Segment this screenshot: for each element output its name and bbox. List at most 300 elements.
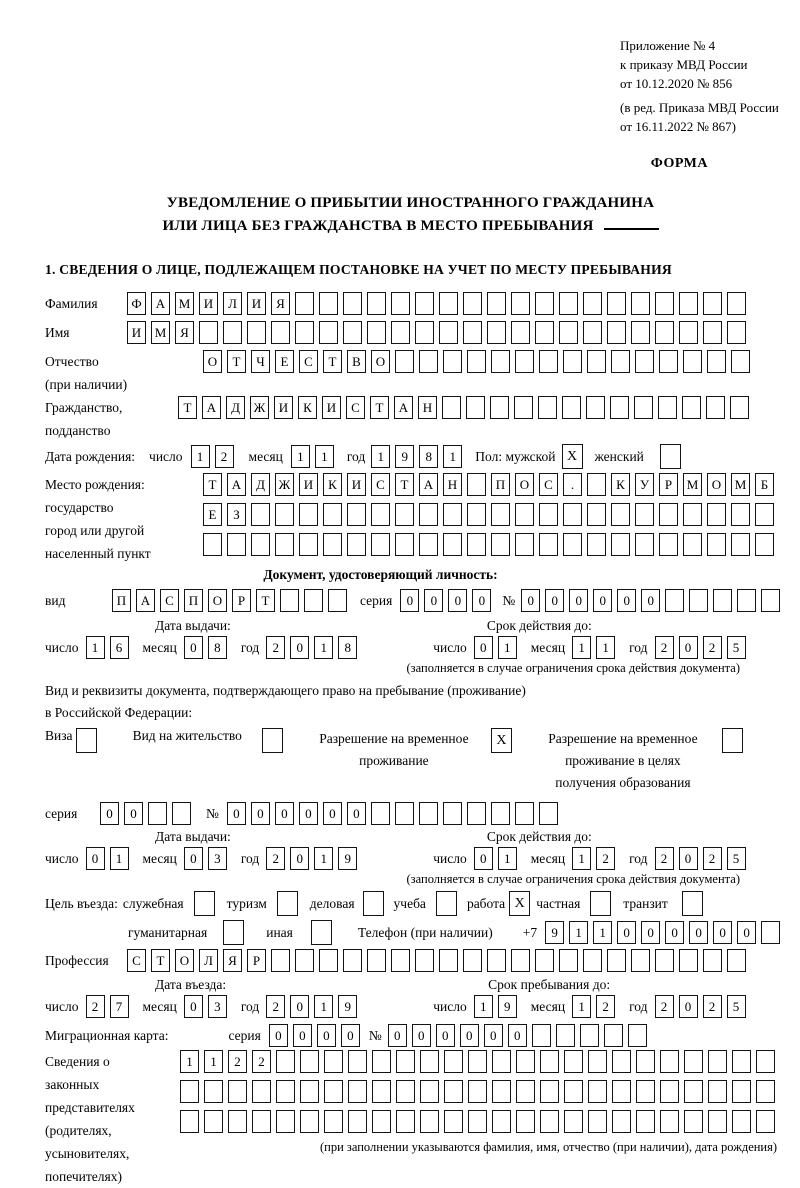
char-cell[interactable]: П [112,589,131,612]
char-cell[interactable] [419,533,438,556]
char-cell[interactable] [271,321,290,344]
char-cell[interactable] [756,1110,775,1133]
char-cell[interactable] [395,350,414,373]
char-cell[interactable] [588,1080,607,1103]
char-cell[interactable]: 0 [299,802,318,825]
char-cell[interactable] [588,1110,607,1133]
char-cell[interactable]: 1 [314,995,333,1018]
char-cell[interactable] [635,533,654,556]
char-cell[interactable] [707,533,726,556]
char-cell[interactable] [442,396,461,419]
char-cell[interactable] [395,802,414,825]
char-cell[interactable]: 1 [191,445,210,468]
char-cell[interactable] [756,1050,775,1073]
char-cell[interactable]: 0 [184,636,203,659]
char-cell[interactable] [468,1110,487,1133]
char-cell[interactable] [324,1110,343,1133]
char-cell[interactable]: 0 [275,802,294,825]
char-cell[interactable] [304,589,323,612]
char-cell[interactable] [612,1050,631,1073]
char-cell[interactable]: 8 [419,445,438,468]
char-cell[interactable] [535,321,554,344]
char-cell[interactable]: М [175,292,194,315]
char-cell[interactable] [679,949,698,972]
char-cell[interactable] [391,292,410,315]
char-cell[interactable]: 1 [572,847,591,870]
char-cell[interactable]: 0 [412,1024,431,1047]
char-cell[interactable] [444,1050,463,1073]
char-cell[interactable] [755,503,774,526]
char-cell[interactable]: 0 [545,589,564,612]
char-cell[interactable] [539,503,558,526]
char-cell[interactable] [515,533,534,556]
char-cell[interactable]: М [683,473,702,496]
char-cell[interactable] [319,949,338,972]
char-cell[interactable] [612,1080,631,1103]
char-cell[interactable] [730,396,749,419]
char-cell[interactable] [727,292,746,315]
char-cell[interactable] [443,802,462,825]
char-cell[interactable] [563,503,582,526]
char-cell[interactable] [588,1050,607,1073]
char-cell[interactable] [251,533,270,556]
char-cell[interactable]: Д [226,396,245,419]
char-cell[interactable] [466,396,485,419]
char-cell[interactable] [348,1080,367,1103]
purpose-work-checkbox[interactable]: X [509,891,530,916]
char-cell[interactable]: 0 [323,802,342,825]
char-cell[interactable] [679,321,698,344]
char-cell[interactable] [587,473,606,496]
char-cell[interactable] [587,533,606,556]
char-cell[interactable] [515,503,534,526]
char-cell[interactable] [491,802,510,825]
char-cell[interactable] [300,1080,319,1103]
char-cell[interactable]: К [611,473,630,496]
char-cell[interactable]: 1 [371,445,390,468]
char-cell[interactable]: Н [443,473,462,496]
char-cell[interactable]: И [199,292,218,315]
char-cell[interactable] [586,396,605,419]
char-cell[interactable]: И [247,292,266,315]
char-cell[interactable]: Л [199,949,218,972]
char-cell[interactable] [491,503,510,526]
char-cell[interactable] [684,1080,703,1103]
char-cell[interactable]: 1 [315,445,334,468]
char-cell[interactable] [635,503,654,526]
char-cell[interactable]: 1 [180,1050,199,1073]
char-cell[interactable]: О [203,350,222,373]
char-cell[interactable] [300,1110,319,1133]
char-cell[interactable] [683,503,702,526]
purpose-official-checkbox[interactable] [194,891,215,916]
char-cell[interactable] [419,350,438,373]
char-cell[interactable]: Я [175,321,194,344]
char-cell[interactable] [347,503,366,526]
char-cell[interactable]: 0 [641,589,660,612]
sex-male-checkbox[interactable]: X [562,444,583,469]
char-cell[interactable] [564,1080,583,1103]
char-cell[interactable]: Н [418,396,437,419]
char-cell[interactable] [463,321,482,344]
char-cell[interactable]: 0 [689,921,708,944]
char-cell[interactable] [708,1080,727,1103]
char-cell[interactable] [343,949,362,972]
char-cell[interactable] [391,949,410,972]
sex-female-checkbox[interactable] [660,444,681,469]
purpose-study-checkbox[interactable] [436,891,457,916]
char-cell[interactable] [228,1110,247,1133]
char-cell[interactable] [732,1080,751,1103]
char-cell[interactable] [367,292,386,315]
char-cell[interactable] [707,350,726,373]
char-cell[interactable] [439,949,458,972]
char-cell[interactable] [463,292,482,315]
char-cell[interactable] [580,1024,599,1047]
char-cell[interactable]: 2 [252,1050,271,1073]
char-cell[interactable] [295,292,314,315]
char-cell[interactable] [556,1024,575,1047]
temp-permit-checkbox[interactable]: X [491,728,512,753]
char-cell[interactable]: О [175,949,194,972]
char-cell[interactable]: В [347,350,366,373]
char-cell[interactable] [659,533,678,556]
char-cell[interactable] [371,802,390,825]
char-cell[interactable] [227,533,246,556]
char-cell[interactable] [280,589,299,612]
char-cell[interactable]: 1 [474,995,493,1018]
char-cell[interactable]: О [208,589,227,612]
char-cell[interactable]: 0 [713,921,732,944]
char-cell[interactable] [419,802,438,825]
char-cell[interactable] [300,1050,319,1073]
char-cell[interactable]: 1 [86,636,105,659]
char-cell[interactable] [467,350,486,373]
char-cell[interactable] [148,802,167,825]
char-cell[interactable] [491,533,510,556]
char-cell[interactable]: 0 [436,1024,455,1047]
char-cell[interactable]: 1 [572,995,591,1018]
char-cell[interactable] [660,1110,679,1133]
char-cell[interactable]: А [136,589,155,612]
char-cell[interactable]: 0 [290,636,309,659]
char-cell[interactable]: А [151,292,170,315]
char-cell[interactable] [463,949,482,972]
purpose-private-checkbox[interactable] [590,891,611,916]
char-cell[interactable] [299,533,318,556]
char-cell[interactable] [487,321,506,344]
char-cell[interactable] [516,1110,535,1133]
char-cell[interactable]: 0 [474,847,493,870]
char-cell[interactable]: 5 [727,636,746,659]
char-cell[interactable] [532,1024,551,1047]
char-cell[interactable]: 0 [290,995,309,1018]
char-cell[interactable] [223,321,242,344]
char-cell[interactable]: Е [203,503,222,526]
char-cell[interactable]: М [151,321,170,344]
title-blank-line[interactable] [604,228,659,230]
char-cell[interactable] [587,503,606,526]
char-cell[interactable] [731,503,750,526]
char-cell[interactable] [319,321,338,344]
char-cell[interactable]: 0 [641,921,660,944]
char-cell[interactable]: 0 [521,589,540,612]
char-cell[interactable] [204,1110,223,1133]
char-cell[interactable] [583,949,602,972]
char-cell[interactable]: 1 [498,636,517,659]
char-cell[interactable] [395,533,414,556]
char-cell[interactable] [491,350,510,373]
char-cell[interactable] [535,949,554,972]
char-cell[interactable] [487,292,506,315]
char-cell[interactable] [443,350,462,373]
char-cell[interactable] [761,921,780,944]
char-cell[interactable]: А [419,473,438,496]
char-cell[interactable]: 6 [110,636,129,659]
char-cell[interactable] [559,949,578,972]
char-cell[interactable] [708,1110,727,1133]
char-cell[interactable]: 0 [617,589,636,612]
char-cell[interactable]: 0 [293,1024,312,1047]
char-cell[interactable]: Ч [251,350,270,373]
char-cell[interactable]: Б [755,473,774,496]
char-cell[interactable]: Т [178,396,197,419]
char-cell[interactable] [515,802,534,825]
char-cell[interactable]: 2 [266,636,285,659]
char-cell[interactable]: 0 [474,636,493,659]
char-cell[interactable]: С [539,473,558,496]
char-cell[interactable]: 2 [703,995,722,1018]
char-cell[interactable] [492,1080,511,1103]
char-cell[interactable] [415,949,434,972]
char-cell[interactable]: 0 [388,1024,407,1047]
char-cell[interactable]: Ж [275,473,294,496]
char-cell[interactable] [444,1080,463,1103]
char-cell[interactable] [276,1050,295,1073]
char-cell[interactable] [659,350,678,373]
char-cell[interactable]: 1 [596,636,615,659]
char-cell[interactable] [563,350,582,373]
char-cell[interactable]: 0 [508,1024,527,1047]
char-cell[interactable]: 1 [572,636,591,659]
char-cell[interactable]: Р [232,589,251,612]
char-cell[interactable] [658,396,677,419]
char-cell[interactable]: 0 [124,802,143,825]
char-cell[interactable] [564,1110,583,1133]
char-cell[interactable] [631,321,650,344]
char-cell[interactable]: 2 [655,847,674,870]
char-cell[interactable]: 2 [655,636,674,659]
char-cell[interactable]: 2 [86,995,105,1018]
char-cell[interactable]: Я [271,292,290,315]
char-cell[interactable]: И [274,396,293,419]
char-cell[interactable]: 1 [314,636,333,659]
char-cell[interactable]: З [227,503,246,526]
char-cell[interactable] [467,473,486,496]
char-cell[interactable]: 0 [290,847,309,870]
char-cell[interactable]: О [371,350,390,373]
char-cell[interactable]: 0 [269,1024,288,1047]
char-cell[interactable] [396,1050,415,1073]
char-cell[interactable]: 2 [655,995,674,1018]
char-cell[interactable]: 2 [266,847,285,870]
char-cell[interactable] [467,802,486,825]
char-cell[interactable] [583,321,602,344]
char-cell[interactable] [347,533,366,556]
temp-permit-edu-checkbox[interactable] [722,728,743,753]
char-cell[interactable] [655,292,674,315]
char-cell[interactable]: С [160,589,179,612]
purpose-tourism-checkbox[interactable] [277,891,298,916]
char-cell[interactable] [683,350,702,373]
char-cell[interactable] [659,503,678,526]
char-cell[interactable] [679,292,698,315]
char-cell[interactable] [636,1110,655,1133]
char-cell[interactable]: 1 [443,445,462,468]
char-cell[interactable]: 0 [472,589,491,612]
char-cell[interactable] [420,1080,439,1103]
char-cell[interactable] [732,1050,751,1073]
char-cell[interactable] [703,321,722,344]
char-cell[interactable]: 0 [593,589,612,612]
char-cell[interactable] [539,350,558,373]
char-cell[interactable] [635,350,654,373]
char-cell[interactable]: Т [203,473,222,496]
char-cell[interactable]: Т [323,350,342,373]
char-cell[interactable]: П [184,589,203,612]
char-cell[interactable]: 0 [460,1024,479,1047]
char-cell[interactable] [610,396,629,419]
char-cell[interactable]: 1 [291,445,310,468]
char-cell[interactable]: 0 [86,847,105,870]
char-cell[interactable] [396,1110,415,1133]
char-cell[interactable] [611,533,630,556]
char-cell[interactable] [324,1050,343,1073]
char-cell[interactable]: О [707,473,726,496]
char-cell[interactable] [468,1080,487,1103]
char-cell[interactable] [252,1110,271,1133]
char-cell[interactable] [755,533,774,556]
char-cell[interactable] [443,533,462,556]
char-cell[interactable] [515,350,534,373]
char-cell[interactable] [348,1050,367,1073]
char-cell[interactable]: 0 [679,847,698,870]
char-cell[interactable] [737,589,756,612]
char-cell[interactable]: Л [223,292,242,315]
char-cell[interactable]: 1 [498,847,517,870]
char-cell[interactable]: 0 [251,802,270,825]
char-cell[interactable] [180,1110,199,1133]
residence-permit-checkbox[interactable] [262,728,283,753]
char-cell[interactable] [275,533,294,556]
char-cell[interactable] [343,321,362,344]
char-cell[interactable] [295,949,314,972]
char-cell[interactable]: 0 [184,995,203,1018]
char-cell[interactable] [323,533,342,556]
char-cell[interactable] [252,1080,271,1103]
char-cell[interactable] [395,503,414,526]
purpose-humanitarian-checkbox[interactable] [223,920,244,945]
char-cell[interactable] [180,1080,199,1103]
char-cell[interactable]: 9 [395,445,414,468]
char-cell[interactable] [540,1080,559,1103]
char-cell[interactable] [539,533,558,556]
char-cell[interactable] [203,533,222,556]
char-cell[interactable]: 0 [227,802,246,825]
char-cell[interactable]: 2 [703,636,722,659]
char-cell[interactable] [562,396,581,419]
char-cell[interactable] [419,503,438,526]
char-cell[interactable] [563,533,582,556]
char-cell[interactable] [371,503,390,526]
char-cell[interactable]: С [346,396,365,419]
char-cell[interactable] [172,802,191,825]
char-cell[interactable]: 0 [100,802,119,825]
char-cell[interactable] [727,321,746,344]
char-cell[interactable] [628,1024,647,1047]
char-cell[interactable]: С [299,350,318,373]
char-cell[interactable] [732,1110,751,1133]
char-cell[interactable]: 1 [110,847,129,870]
char-cell[interactable] [682,396,701,419]
char-cell[interactable]: И [347,473,366,496]
char-cell[interactable]: М [731,473,750,496]
char-cell[interactable]: 0 [679,636,698,659]
char-cell[interactable]: 7 [110,995,129,1018]
char-cell[interactable] [611,503,630,526]
char-cell[interactable]: 2 [596,847,615,870]
char-cell[interactable] [516,1050,535,1073]
char-cell[interactable]: 0 [317,1024,336,1047]
char-cell[interactable] [684,1050,703,1073]
char-cell[interactable]: 9 [498,995,517,1018]
char-cell[interactable] [708,1050,727,1073]
char-cell[interactable]: Т [151,949,170,972]
char-cell[interactable] [367,949,386,972]
char-cell[interactable] [683,533,702,556]
char-cell[interactable] [612,1110,631,1133]
char-cell[interactable]: 8 [338,636,357,659]
char-cell[interactable] [540,1050,559,1073]
char-cell[interactable] [324,1080,343,1103]
char-cell[interactable]: 1 [204,1050,223,1073]
char-cell[interactable]: Т [370,396,389,419]
char-cell[interactable] [492,1110,511,1133]
char-cell[interactable]: 0 [400,589,419,612]
char-cell[interactable]: Ф [127,292,146,315]
char-cell[interactable]: 0 [184,847,203,870]
char-cell[interactable]: Т [227,350,246,373]
char-cell[interactable]: Р [247,949,266,972]
char-cell[interactable] [538,396,557,419]
char-cell[interactable] [275,503,294,526]
char-cell[interactable] [199,321,218,344]
char-cell[interactable] [444,1110,463,1133]
char-cell[interactable]: 5 [727,847,746,870]
char-cell[interactable]: 0 [737,921,756,944]
char-cell[interactable] [535,292,554,315]
char-cell[interactable]: 0 [424,589,443,612]
char-cell[interactable] [372,1080,391,1103]
char-cell[interactable]: 8 [208,636,227,659]
char-cell[interactable] [323,503,342,526]
char-cell[interactable] [583,292,602,315]
char-cell[interactable] [372,1050,391,1073]
char-cell[interactable] [299,503,318,526]
char-cell[interactable]: К [298,396,317,419]
char-cell[interactable] [228,1080,247,1103]
char-cell[interactable]: 0 [341,1024,360,1047]
